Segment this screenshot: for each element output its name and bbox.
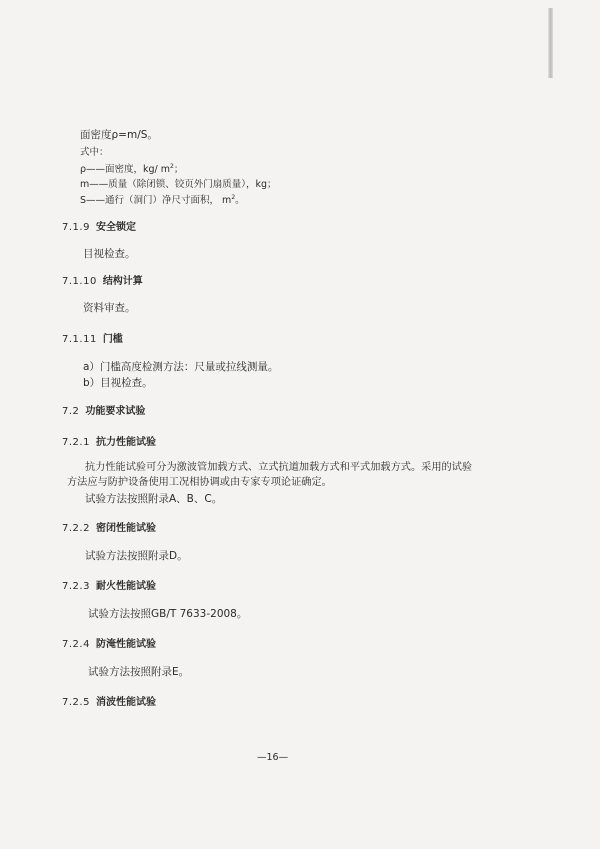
heading-7-2-2: 7.2.2 密闭性能试验 (62, 523, 156, 534)
formula-def-rho: ρ——面密度，kg/ $m^2$； (80, 163, 184, 175)
body-7-2-3: 试验方法按照GB/T 7633-2008。 (88, 608, 248, 620)
body-7-2-1-para2: 试验方法按照附录A、B、C。 (85, 493, 223, 505)
heading-7-1-11: 7.1.11 门槛 (62, 334, 123, 345)
formula-def-s: S——通行（洞门）净尺寸面积， $m^2$。 (80, 194, 245, 206)
formula-def-m: m——质量（除闭锁、铰页外门扇质量），kg； (80, 179, 277, 190)
heading-7-2: 7.2 功能要求试验 (62, 406, 146, 417)
body-7-1-9: 目视检查。 (83, 248, 136, 260)
body-7-2-1-line2: 方法应与防护设备使用工况相协调或由专家专项论证确定。 (67, 477, 332, 488)
scan-edge-artifact (548, 8, 553, 78)
heading-7-1-9: 7.1.9 安全锁定 (62, 222, 136, 233)
heading-7-2-5: 7.2.5 消波性能试验 (62, 697, 156, 708)
body-7-2-1-line1: 抗力性能试验可分为激波管加载方式、立式抗道加载方式和平式加载方式。采用的试验 (85, 462, 473, 473)
heading-7-2-1: 7.2.1 抗力性能试验 (62, 437, 156, 448)
heading-7-2-3: 7.2.3 耐火性能试验 (62, 581, 156, 592)
list-item-b: b）目视检查。 (83, 377, 153, 389)
body-7-2-4: 试验方法按照附录E。 (88, 666, 190, 678)
page-number: —16— (257, 752, 289, 763)
body-7-2-2: 试验方法按照附录D。 (85, 550, 188, 562)
formula-density: 面密度ρ=m/S。 (80, 129, 158, 141)
body-7-1-10: 资料审查。 (83, 302, 136, 314)
heading-7-2-4: 7.2.4 防淹性能试验 (62, 639, 156, 650)
list-item-a: a）门槛高度检测方法：尺量或拉线测量。 (83, 361, 279, 373)
formula-where-label: 式中： (80, 147, 109, 158)
heading-7-1-10: 7.1.10 结构计算 (62, 276, 143, 287)
